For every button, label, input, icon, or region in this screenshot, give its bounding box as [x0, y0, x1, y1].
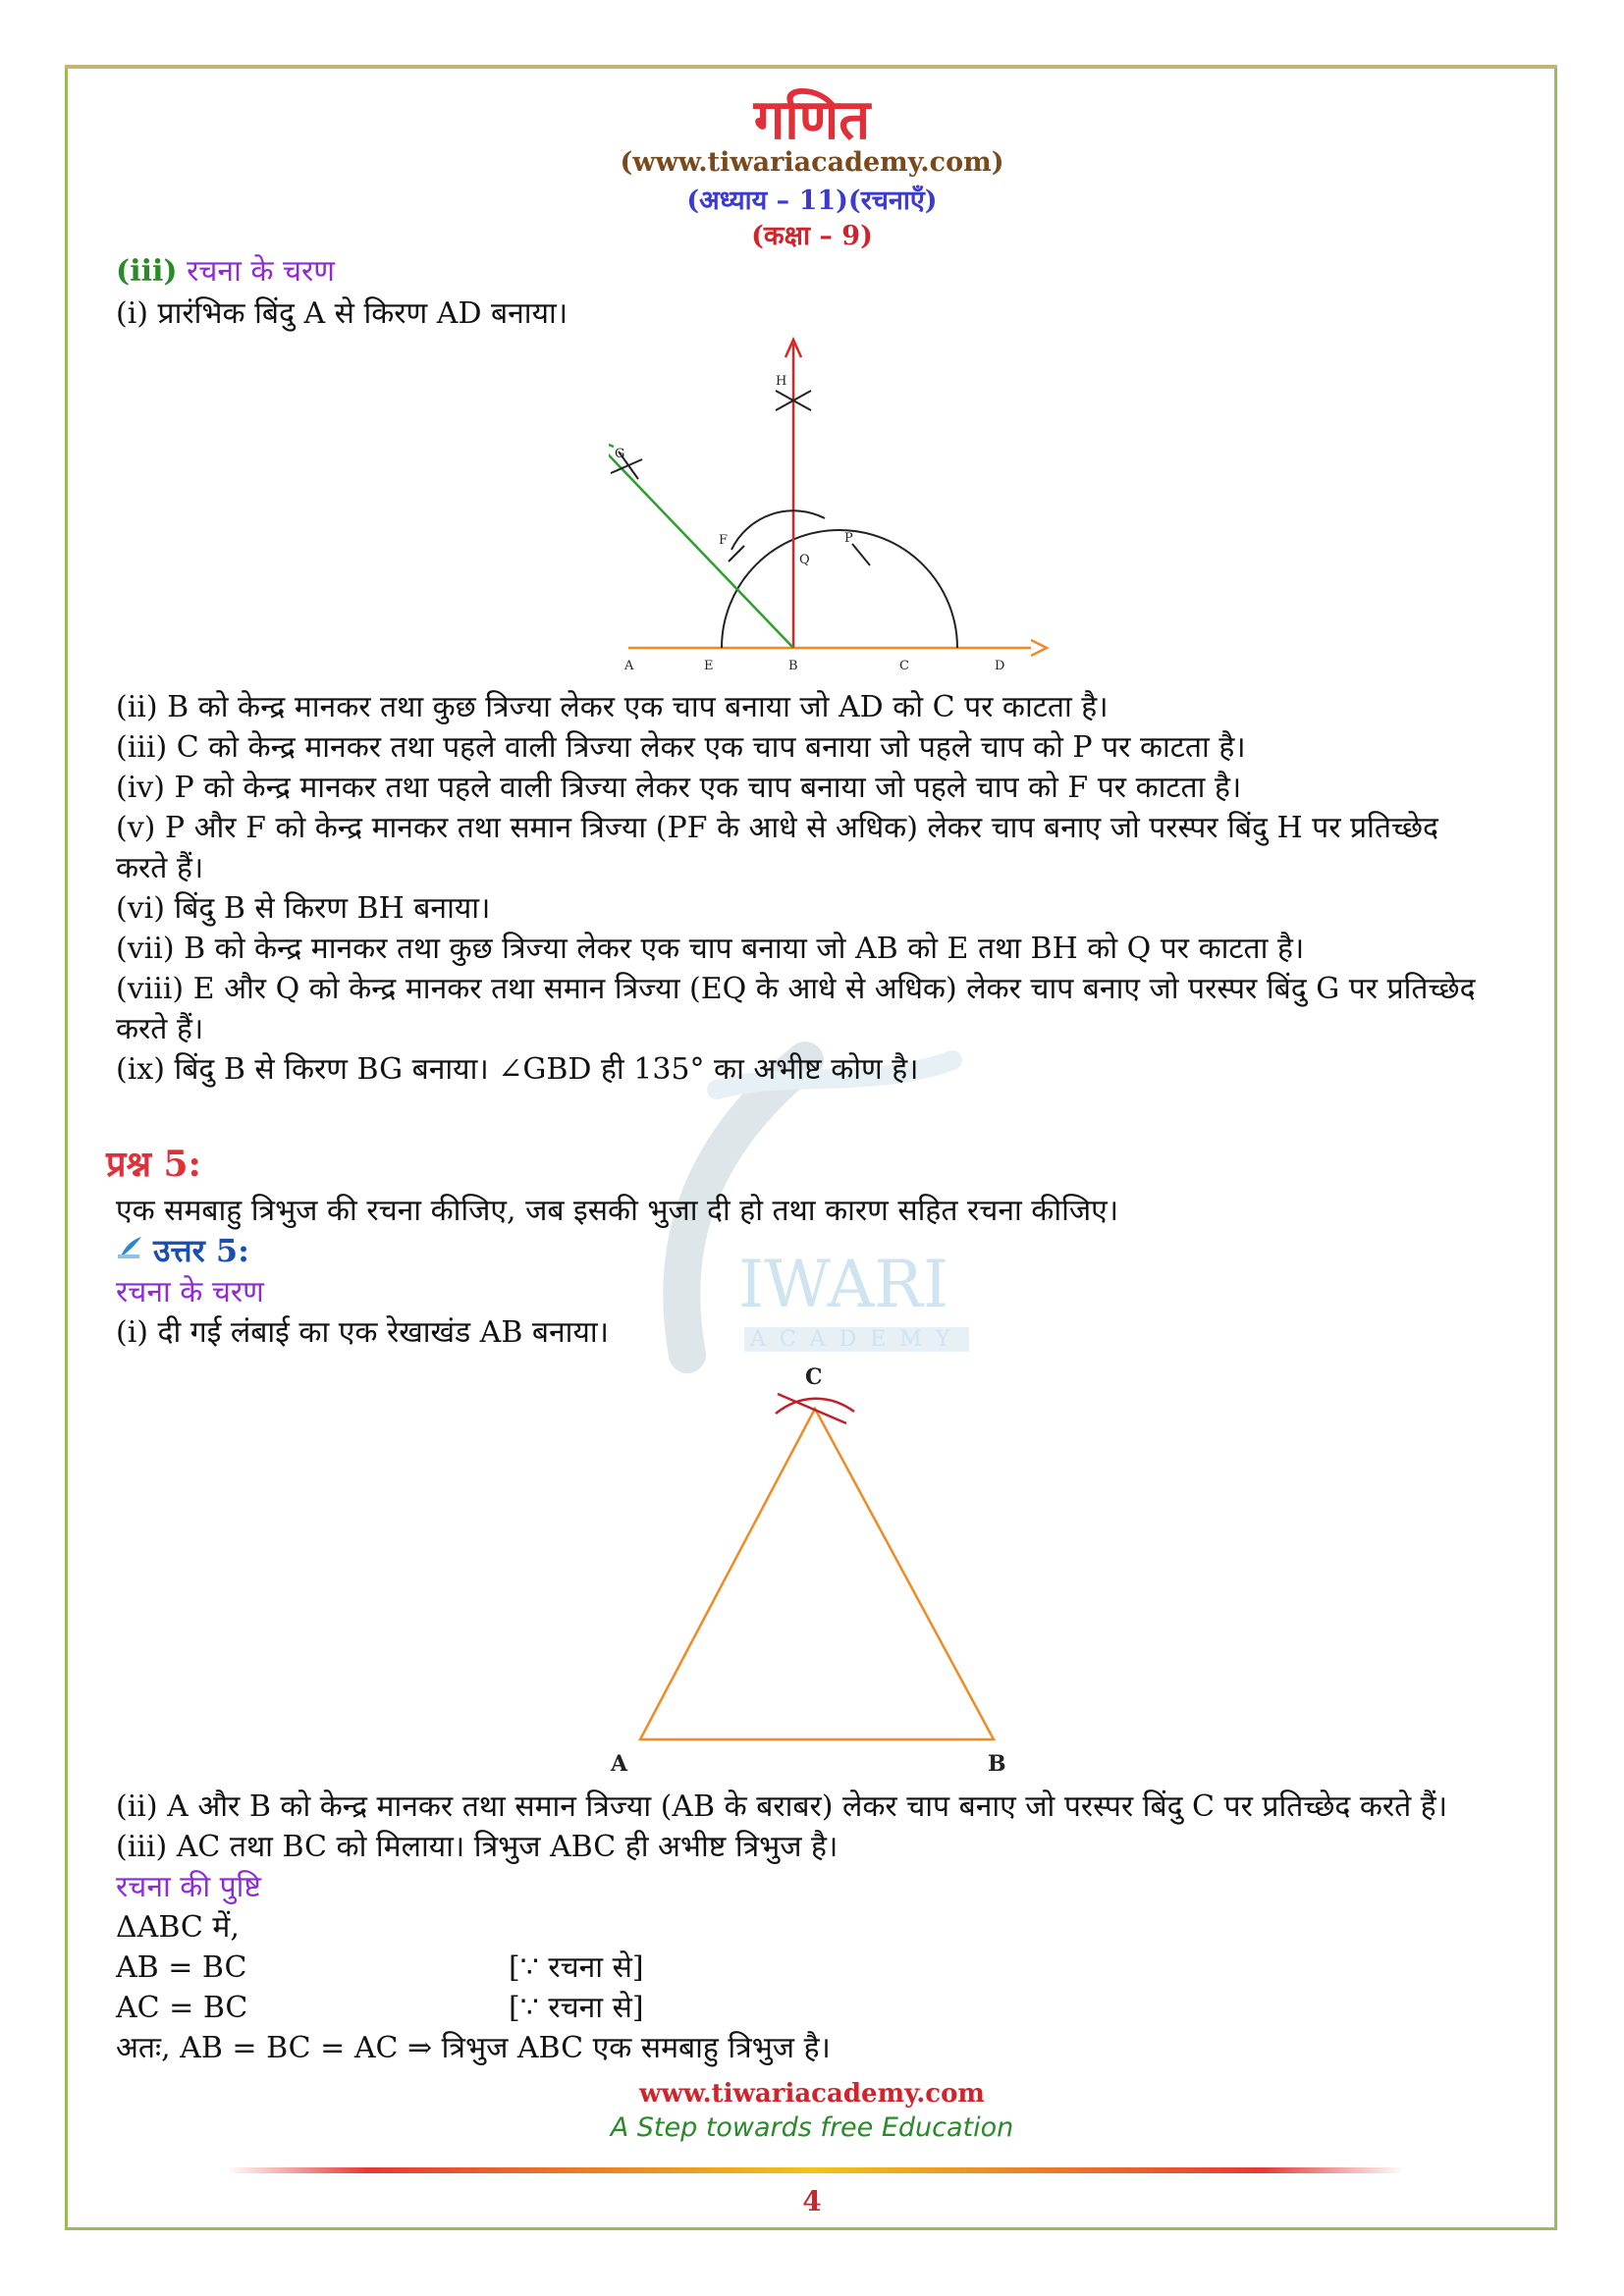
page-number: 4: [802, 2185, 822, 2217]
label-h: H: [776, 374, 787, 389]
part3-step5-cont: करते हैं।: [116, 851, 204, 885]
equilateral-triangle-figure: [589, 1355, 1041, 1787]
angle-construction-figure: [609, 324, 1060, 682]
triangle-abc: [640, 1409, 994, 1739]
proof-intro: ΔABC में,: [116, 1910, 240, 1945]
proof-line-2: [116, 1988, 1520, 2028]
answer-5-label: उत्तर 5:: [153, 1232, 249, 1269]
part3-step7: (vii) B को केन्द्र मानकर तथा कुछ त्रिज्या लेकर एक चाप बनाया जो AB को E तथा BH को Q पर काटता है।: [116, 932, 1305, 966]
header-site-link[interactable]: (www.tiwariacademy.com): [620, 147, 1004, 178]
part3-number: (iii): [116, 254, 178, 289]
answer-5-steps-heading: रचना के चरण: [116, 1275, 264, 1309]
arc-p: [852, 544, 870, 565]
label-b: B: [788, 659, 798, 673]
proof-line-2-eq: AC = BC: [116, 1991, 248, 2025]
proof-conclusion: अतः, AB = BC = AC ⇒ त्रिभुज ABC एक समबाहु त्रिभुज है।: [116, 2031, 831, 2065]
proof-line-1-eq: AB = BC: [116, 1950, 247, 1985]
part3-step1: (i) प्रारंभिक बिंदु A से किरण AD बनाया।: [116, 296, 568, 331]
part3-heading: [116, 251, 1520, 292]
part3-step2: (ii) B को केन्द्र मानकर तथा कुछ त्रिज्या लेकर एक चाप बनाया जो AD को C पर काटता है।: [116, 690, 1109, 724]
question-5-label: प्रश्न 5:: [106, 1144, 201, 1185]
label-c-top: C: [805, 1364, 823, 1390]
label-p: P: [844, 531, 853, 546]
proof-heading: रचना की पुष्टि: [116, 1870, 261, 1904]
ray-bg-arrow: [609, 439, 614, 456]
part3-heading-text: रचना के चरण: [177, 254, 335, 289]
chapter-label: (अध्याय – 11)(रचनाएँ): [686, 186, 938, 216]
part3-step5: (v) P और F को केन्द्र मानकर तथा समान त्रिज्या (PF के आधे से अधिक) लेकर चाप बनाए जो परस्पर बिंदु H पर प्रतिच्छेद: [116, 811, 1438, 845]
part3-step8: (viii) E और Q को केन्द्र मानकर तथा समान त्रिज्या (EQ के आधे से अधिक) लेकर चाप बनाए जो परस्पर बिंदु G पर प्रतिच्छेद: [116, 972, 1476, 1006]
part3-step4: (iv) P को केन्द्र मानकर तथा पहले वाली त्रिज्या लेकर एक चाप बनाया जो पहले चाप को F पर काटता है।: [116, 771, 1242, 805]
footer-site-link[interactable]: www.tiwariacademy.com: [639, 2079, 985, 2109]
label-g: G: [615, 447, 625, 461]
label-c: C: [899, 659, 909, 673]
watermark-brand: IWARI: [738, 1247, 949, 1322]
answer-5-step1: (i) दी गई लंबाई का एक रेखाखंड AB बनाया।: [116, 1315, 609, 1350]
proof-line-1: [116, 1948, 1520, 1988]
label-e: E: [704, 659, 714, 673]
label-b-bottom: B: [988, 1751, 1006, 1777]
label-a-bottom: A: [611, 1751, 628, 1777]
label-q: Q: [799, 553, 810, 567]
question-5-text: एक समबाहु त्रिभुज की रचना कीजिए, जब इसकी भुजा दी हो तथा कारण सहित रचना कीजिए।: [116, 1194, 1119, 1228]
part3-step6: (vi) बिंदु B से किरण BH बनाया।: [116, 891, 491, 926]
footer-tagline: A Step towards free Education: [610, 2112, 1014, 2143]
label-f: F: [719, 533, 729, 548]
part3-step9: (ix) बिंदु B से किरण BG बनाया। ∠GBD ही 135° का अभीष्ट कोण है।: [116, 1052, 919, 1087]
page-border-top: [65, 65, 1557, 69]
arc-c-p-f: [722, 530, 957, 648]
ray-ad-arrow: [1031, 640, 1047, 656]
proof-line-1-reason: [∵ रचना से]: [509, 1950, 644, 1985]
class-label: (कक्षा – 9): [751, 221, 873, 251]
ray-bg: [609, 439, 793, 648]
answer-5-step3: (iii) AC तथा BC को मिलाया। त्रिभुज ABC ही अभीष्ट त्रिभुज है।: [116, 1830, 839, 1864]
arc-f: [729, 546, 744, 561]
proof-line-2-reason: [∵ रचना से]: [509, 1991, 644, 2025]
answer-quill-icon: [116, 1235, 143, 1260]
label-a: A: [624, 659, 634, 673]
label-d: D: [995, 659, 1005, 673]
answer-5-step2: (ii) A और B को केन्द्र मानकर तथा समान त्रिज्या (AB के बराबर) लेकर चाप बनाए जो परस्पर बिंदु C पर प्रतिच्छेद करते हैं।: [116, 1789, 1448, 1824]
page-title: गणित: [753, 87, 871, 152]
arc-e-q: [731, 510, 825, 550]
watermark-sub: ACADEMY: [744, 1327, 969, 1352]
part3-step3: (iii) C को केन्द्र मानकर तथा पहले वाली त्रिज्या लेकर एक चाप बनाया जो पहले चाप को P पर काटता है।: [116, 730, 1246, 765]
footer-divider: [226, 2167, 1404, 2173]
part3-step8-cont: करते हैं।: [116, 1012, 204, 1046]
